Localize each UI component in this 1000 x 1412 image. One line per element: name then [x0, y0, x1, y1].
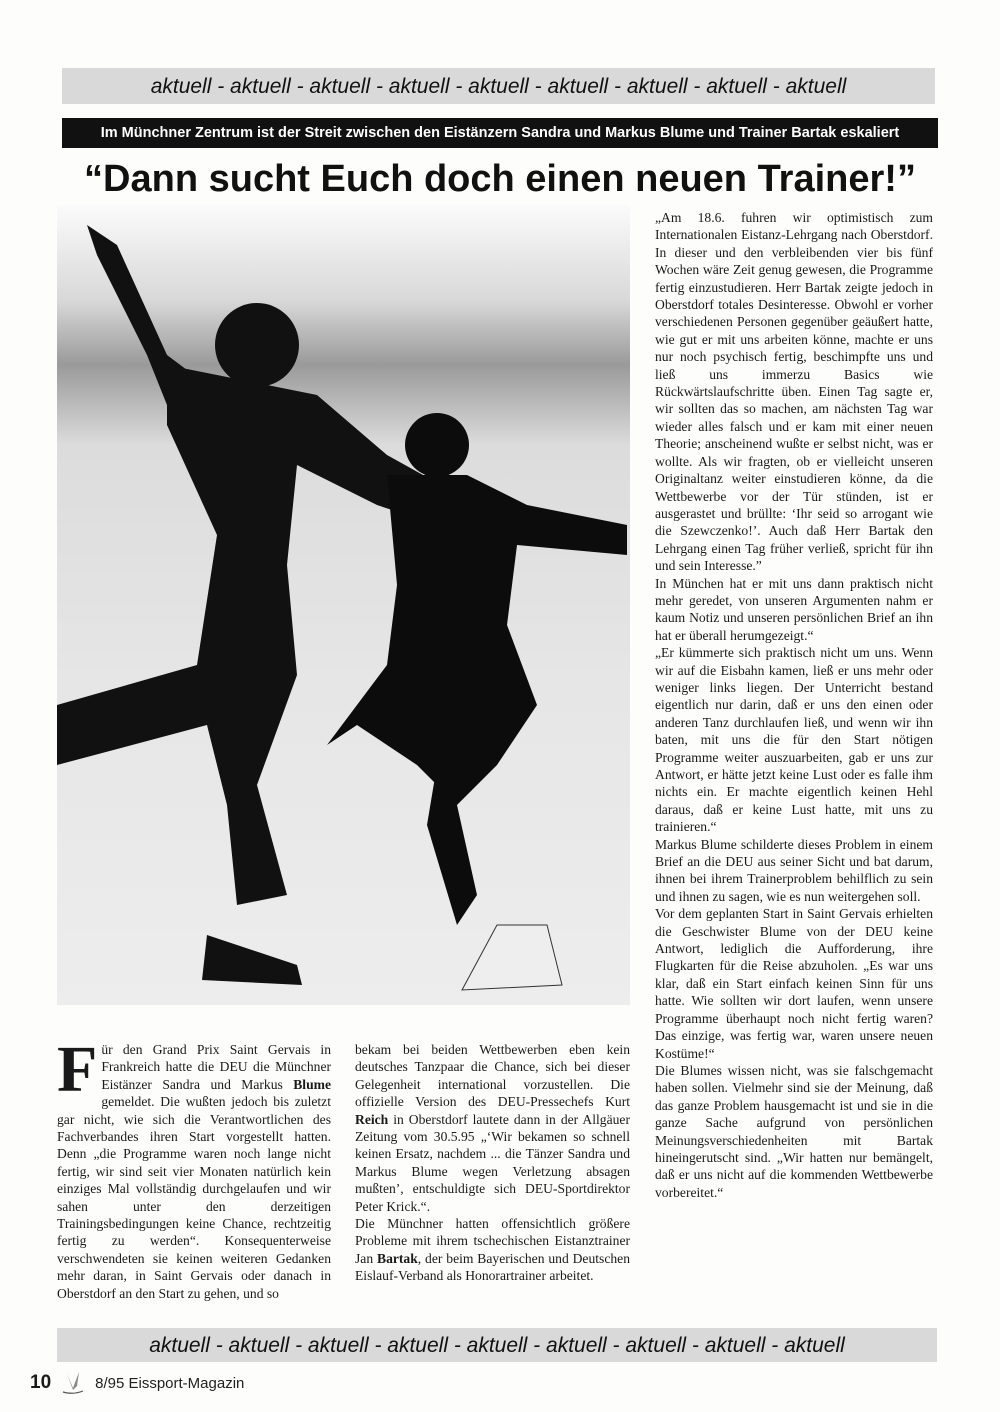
- skater-logo-icon: [59, 1370, 87, 1396]
- drop-cap: F: [57, 1033, 98, 1106]
- page-number: 10: [30, 1372, 52, 1393]
- paragraph: Markus Blume schilderte dieses Problem in einem Brief an die DEU aus seiner Sicht und bat darum, ihnen bei ihrem Trainerproblem behilflich zu sein und ihnen zu sagen, wie es nun weitergehen soll.: [655, 836, 933, 904]
- article-column-left: [57, 1033, 331, 1302]
- ice-dancers-photo: [57, 205, 630, 1005]
- bold-name: Blume: [293, 1076, 331, 1092]
- paragraph: [355, 1215, 630, 1285]
- bold-name: Reich: [355, 1111, 389, 1127]
- text: gemeldet. Die wußten jedoch bis zuletzt gar nicht, wie sich die Verantwortlichen des Fachverbandes ihren Start vorgestellt hatten. Denn „die Programme waren noch lange nicht fertig, wir sind seit vier Monaten natürlich kein einziges Mal vollständig durchgelaufen und wir sahen unter den derzeitigen Trainingsbedingungen keine Chance, rechtzeitig fertig zu werden“. Konsequenterweise verschwendeten sie keinen weiteren Gedanken mehr daran, in Saint Gervais oder danach in Oberstdorf an den Start zu gehen, und so: [57, 1094, 331, 1301]
- text: , der beim Bayerischen und Deutschen Eislauf-Verband als Honorartrainer arbeitet.: [355, 1250, 630, 1284]
- bold-name: Bartak: [377, 1250, 418, 1266]
- page-footer: [30, 1370, 244, 1396]
- headline: “Dann sucht Euch doch einen neuen Trainer!”: [84, 158, 916, 200]
- text: in Oberstdorf lautete dann in der Allgäuer Zeitung vom 30.5.95 „‘Wir bekamen so schnell keinen Ersatz, nachdem ... die Tänzer Sandra und Markus Blume wegen Verletzung absagen mußten’, entschuldigte sich DEU-Sportdirektor Peter Krick.“.: [355, 1111, 630, 1214]
- text: ür den Grand Prix Saint Gervais in Frankreich hatte die DEU die Münchner Eistänzer Sandra und Markus: [101, 1042, 331, 1092]
- article-column-middle: [355, 1041, 630, 1285]
- text: bekam bei beiden Wettbewerben eben kein deutsches Tanzpaar die Chance, sich bei dieser Gelegenheit international vorzustellen. Die offizielle Version des DEU-Pressechefs Kurt: [355, 1042, 630, 1110]
- paragraph: Die Blumes wissen nicht, was sie falschgemacht haben sollen. Vielmehr sind sie der Meinung, daß das ganze Problem hausgemacht ist und sie in die ganze Sache aufgrund von persönlichen Meinungsverschiedenheiten mit Bartak hineingerutscht sind. „Wir hatten nur bemängelt, daß er uns nicht auf die kommenden Wettbewerbe vorbereitet.“: [655, 1062, 933, 1200]
- paragraph: [57, 1033, 331, 1302]
- article-column-right: [655, 209, 933, 1201]
- text: Die Münchner hatten offensichtlich größere Probleme mit ihrem tschechischen Eistanztrainer Jan: [355, 1216, 630, 1266]
- paragraph: In München hat er mit uns dann praktisch nicht mehr geredet, von unseren Argumenten nahm er kaum Notiz und unseren persönlichen Brief an ihn hat er überall herumgezeigt.“: [655, 575, 933, 643]
- kicker-bar: Im Münchner Zentrum ist der Streit zwischen den Eistänzern Sandra und Markus Blume und Trainer Bartak eskaliert: [62, 118, 938, 148]
- paragraph: „Er kümmerte sich praktisch nicht um uns. Wenn wir auf die Eisbahn kamen, ließ er uns mehr oder weniger links liegen. Der Unterricht bestand eigentlich nur darin, daß er uns den einen oder anderen Tanz durchlaufen ließ, und wenn wir ihn baten, mit uns die für den Start nötigen Programme weiter auszuarbeiten, gab er uns zur Antwort, er hätte jetzt keine Lust oder es falle ihm nichts ein. Er machte eigentlich keinen Hehl daraus, daß er keine Lust hatte, mit uns zu trainieren.“: [655, 645, 933, 835]
- paragraph: „Am 18.6. fuhren wir optimistisch zum Internationalen Eistanz-Lehrgang nach Oberstdorf. In dieser und den verbleibenden vier bis fünf Wochen wäre Zeit genug gewesen, die Programme fertig einzustudieren. Herr Bartak zeigte jedoch in Oberstdorf totales Desinteresse. Obwohl er vorher verschiedenen Personen gegenüber geäußert hatte, wie gut er mit uns arbeiten könne, machte er uns nur noch psychisch fertig, beschimpfte uns und ließ uns immerzu Basics wie Rückwärtslaufschritte üben. Einen Tag sagte er, wir sollten das so machen, am nächsten Tag war wieder alles falsch und er kam mit einer neuen Theorie; anscheinend wußte er selbst nicht, was er wollte. Als wir fragten, ob er vielleicht unseren Originaltanz weiter einstudieren könne, da die Wettbewerbe vor der Tür stünden, ist er ausgerastet und brüllte: ‘Ihr seid so arrogant wie die Szewczenko!’. Auch daß Herr Bartak den Lehrgang einen Tag früher verließ, spricht für ihn und sein Interesse.”: [655, 210, 933, 574]
- aktuell-banner-top: aktuell - aktuell - aktuell - aktuell - aktuell - aktuell - aktuell - aktuell - aktuell: [62, 68, 935, 104]
- paragraph: Vor dem geplanten Start in Saint Gervais erhielten die Geschwister Blume von der DEU keine Antwort, lediglich die Aufforderung, ihre Flugkarten für die Reise abzuholen. „Es war uns klar, daß ein Start einfach keinen Sinn für uns hatte. Wie sollten wir dort laufen, wenn unsere Programme überhaupt noch nicht fertig waren? Das einzige, was fertig war, waren unsere neuen Kostüme!“: [655, 906, 933, 1061]
- aktuell-banner-bottom: aktuell - aktuell - aktuell - aktuell - aktuell - aktuell - aktuell - aktuell - aktuell: [57, 1328, 937, 1362]
- issue-label: 8/95 Eissport-Magazin: [95, 1374, 245, 1392]
- paragraph: [355, 1041, 630, 1215]
